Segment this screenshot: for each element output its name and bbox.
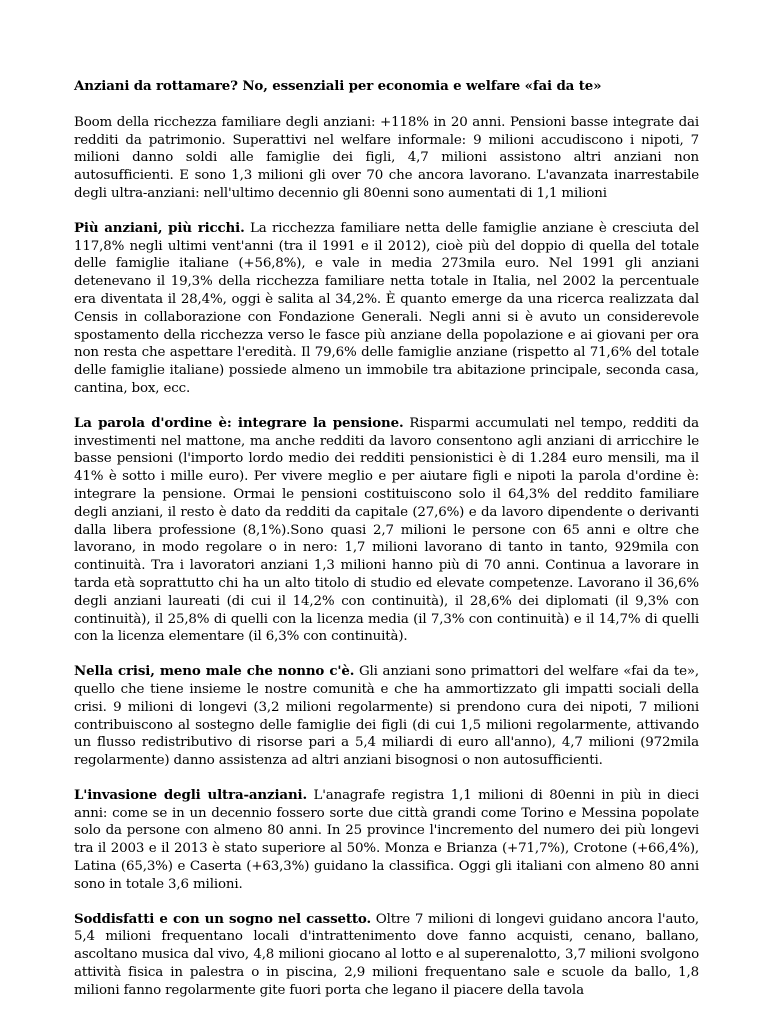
section-body: Risparmi accumulati nel tempo, redditi da investimenti nel mattone, ma anche redditi da lavoro consentono agli anziani di arricchire le basse pensioni (l'importo lordo medio dei redditi pensionistici è di 1.284 euro mensili, ma il 41% è sotto i mille euro). Per vivere meglio e per aiutare figli e nipoti la parola d'ordine è: integrare la pensione. Ormai le pensioni costituiscono solo il 64,3% del reddito familiare degli anziani, il resto è dato da redditi da capitale (27,6%) e da lavoro dipendente o derivanti dalla libera professione (8,1%).Sono quasi 2,7 milioni le persone con 65 anni e oltre che lavorano, in modo regolare o in nero: 1,7 milioni lavorano di tanto in tanto, 929mila con continuità. Tra i lavoratori anziani 1,3 milioni hanno più di 70 anni. Continua a lavorare in tarda età soprattutto chi ha un alto titolo di studio ed elevate competenze. Lavorano il 36,6% degli anziani laureati (di cui il 14,2% con continuità), il 28,6% dei diplomati (il 9,3% con continuità), il 25,8% di quelli con la licenza media (il 7,3% con continuità) e il 14,7% di quelli con la licenza elementare (il 6,3% con continuità). [74,415,700,645]
section-heading: Soddisfatti e con un sogno nel cassetto. [74,910,371,927]
section-heading: Più anziani, più ricchi. [74,219,245,236]
section-richer-elderly [74,220,699,398]
section-body: Gli anziani sono primattori del welfare «fai da te», quello che tiene insieme le nostre comunità e che ha ammortizzato gli impatti sociali della crisi. 9 milioni di longevi (3,2 milioni regolarmente) si prendono cura dei nipoti, 7 milioni contribuiscono al sostegno delle famiglie dei figli (di cui 1,5 milioni regolarmente, attivando un flusso redistributivo di risorse pari a 5,4 miliardi di euro all'anno), 4,7 milioni (972mila regolarmente) danno assistenza ad altri anziani bisognosi o non autosufficienti. [74,664,699,769]
section-integrate-pension [74,415,699,646]
section-body: La ricchezza familiare netta delle famiglie anziane è cresciuta del 117,8% negli ultimi vent'anni (tra il 1991 e il 2012), cioè più del doppio di quella del totale delle famiglie italiane (+56,8%), e vale in media 273mila euro. Nel 1991 gli anziani detenevano il 19,3% della ricchezza familiare netta totale in Italia, nel 2002 la percentuale era diventata il 28,4%, oggi è salita al 34,2%. È quanto emerge da una ricerca realizzata dal Censis in collaborazione con Fondazione Generali. Negli anni si è avuto un considerevole spostamento della ricchezza verso le fasce più anziane della popolazione e ai giovani per ora non resta che aspettare l'eredità. Il 79,6% delle famiglie anziane (rispetto al 71,6% del totale delle famiglie italiane) possiede almeno un immobile tra abitazione principale, seconda casa, cantina, box, ecc. [74,220,699,396]
section-satisfied [74,911,699,1000]
article-intro: Boom della ricchezza familiare degli anziani: +118% in 20 anni. Pensioni basse integrate dai redditi da patrimonio. Superattivi nel welfare informale: 9 milioni accudiscono i nipoti, 7 milioni danno soldi alle famiglie dei figli, 4,7 milioni assistono altri anziani non autosufficienti. E sono 1,3 milioni gli over 70 che ancora lavorano. L'avanzata inarrestabile degli ultra-anziani: nell'ultimo decennio gli 80enni sono aumentati di 1,1 milioni [74,114,699,201]
section-heading: La parola d'ordine è: integrare la pensione. [74,414,404,431]
document-page [74,78,699,1017]
section-heading: L'invasione degli ultra-anziani. [74,786,307,803]
section-heading: Nella crisi, meno male che nonno c'è. [74,663,355,680]
section-body: L'anagrafe registra 1,1 milioni di 80enni in più in dieci anni: come se in un decennio fossero sorte due città grandi come Torino e Messina popolate solo da persone con almeno 80 anni. In 25 province l'incremento del numero dei più longevi tra il 2003 e il 2013 è stato superiore al 50%. Monza e Brianza (+71,7%), Crotone (+66,4%), Latina (65,3%) e Caserta (+63,3%) guidano la classifica. Oggi gli italiani con almeno 80 anni sono in totale 3,6 milioni. [74,787,699,892]
section-body: Oltre 7 milioni di longevi guidano ancora l'auto, 5,4 milioni frequentano locali d'intrattenimento dove fanno acquisti, cenano, ballano, ascoltano musica dal vivo, 4,8 milioni giocano al lotto e al superenalotto, 3,7 milioni svolgono attività fisica in palestra o in piscina, 2,9 milioni frequentano sale e scuole da ballo, 1,8 milioni fanno regolarmente gite fuori porta che legano il piacere della tavola [74,911,700,998]
section-ultra-elderly [74,787,699,894]
article-title: Anziani da rottamare? No, essenziali per economia e welfare «fai da te» [74,78,602,94]
section-grandparents-crisis [74,663,699,770]
